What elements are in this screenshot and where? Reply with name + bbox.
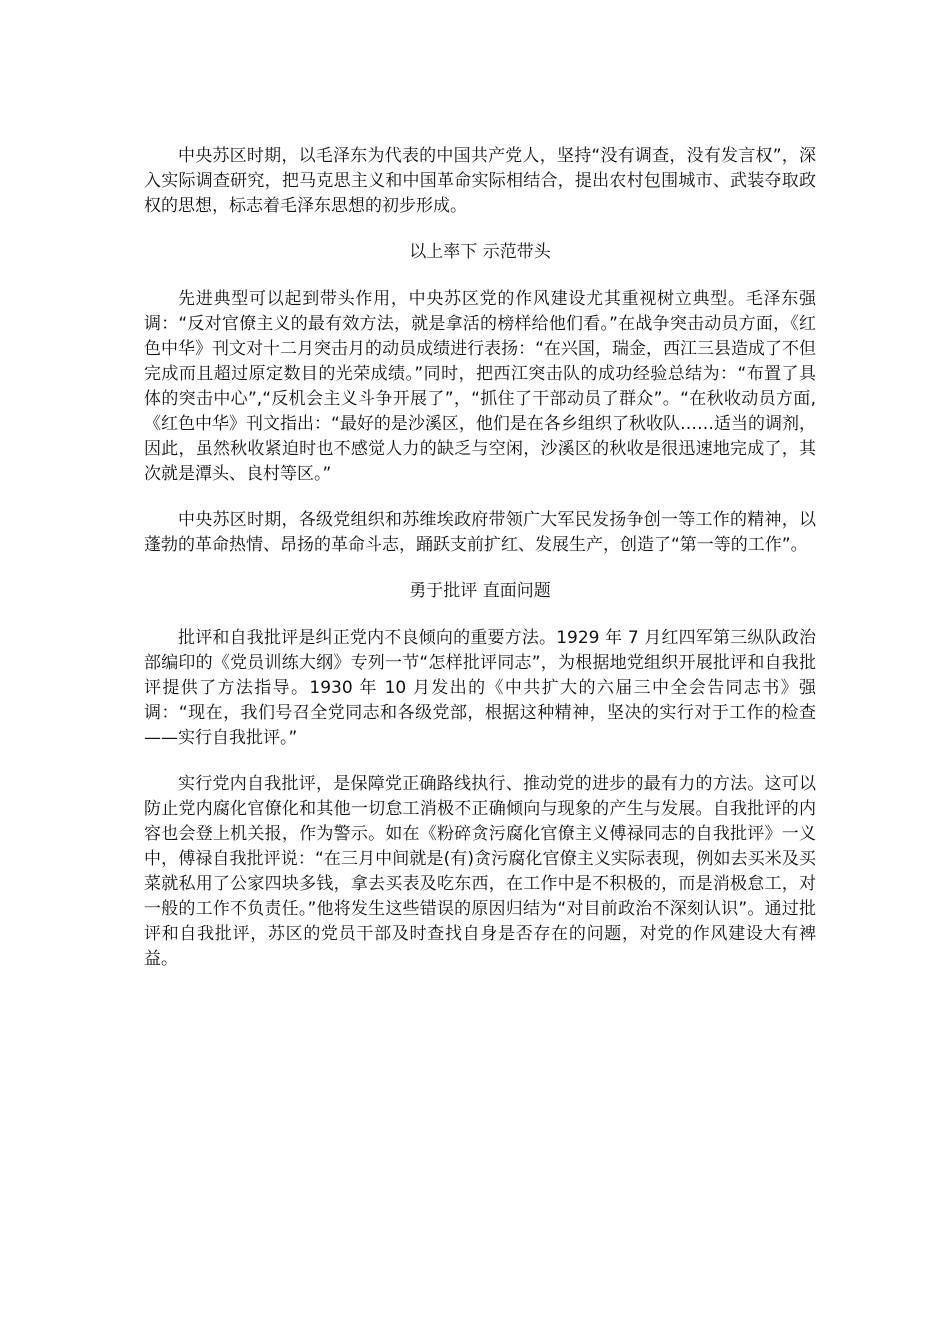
spacer	[144, 219, 816, 240]
spacer	[144, 265, 816, 287]
paragraph-criticism-methods: 批评和自我批评是纠正党内不良倾向的重要方法。1929 年 7 月红四军第三纵队政治部编印的《党员训练大纲》专列一节“怎样批评同志”，为根据地党组织开展批评和自我批评提供了方法指导。1930 年 10 月发出的《中共扩大的六届三中全会告同志书》强调：“现在，我们号召全党同志和各级党部，根据这种精神，坚决的实行对于工作的检查——实行自我批评。”	[144, 628, 816, 748]
paragraph-first-class-work: 中央苏区时期，各级党组织和苏维埃政府带领广大军民发扬争创一等工作的精神，以蓬勃的革命热情、昂扬的革命斗志，踊跃支前扩红、发展生产，创造了“第一等的工作”。	[144, 510, 816, 555]
spacer	[144, 558, 816, 579]
document-page	[144, 144, 816, 972]
section-heading-lead-by-example: 以上率下 示范带头	[409, 242, 551, 262]
spacer	[144, 604, 816, 626]
spacer	[144, 487, 816, 508]
spacer	[144, 751, 816, 772]
paragraph-investigation: 中央苏区时期，以毛泽东为代表的中国共产党人，坚持“没有调查，没有发言权”，深入实际调查研究，把马克思主义和中国革命实际相结合，提出农村包围城市、武装夺取政权的思想，标志着毛泽东思想的初步形成。	[144, 146, 816, 216]
paragraph-self-criticism: 实行党内自我批评，是保障党正确路线执行、推动党的进步的最有力的方法。这可以防止党内腐化官僚化和其他一切怠工消极不正确倾向与现象的产生与发展。自我批评的内容也会登上机关报，作为警示。如在《粉碎贪污腐化官僚主义傅禄同志的自我批评》一义中，傅禄自我批评说：“在三月中间就是(有)贪污腐化官僚主义实际表现，例如去买米及买菜就私用了公家四块多钱，拿去买表及吃东西，在工作中是不积极的，而是消极怠工，对一般的工作不负责任。”他将发生这些错误的原因归结为“对目前政治不深刻认识”。通过批评和自我批评，苏区的党员干部及时查找自身是否存在的问题，对党的作风建设大有裨益。	[144, 774, 816, 969]
paragraph-models: 先进典型可以起到带头作用，中央苏区党的作风建设尤其重视树立典型。毛泽东强调：“反对官僚主义的最有效方法，就是拿活的榜样给他们看。”在战争突击动员方面，《红色中华》刊文对十二月突击月的动员成绩进行表扬：“在兴国，瑞金，西江三县造成了不但完成而且超过原定数目的光荣成绩。”同时，把西江突击队的成功经验总结为：“布置了具体的突击中心”,“反机会主义斗争开展了”，“抓住了干部动员了群众”。“在秋收动员方面,《红色中华》刊文指出：“最好的是沙溪区，他们是在各乡组织了秋收队……适当的调剂，因此，虽然秋收紧迫时也不感觉人力的缺乏与空闲，沙溪区的秋收是很迅速地完成了，其次就是潭头、良村等区。”	[144, 289, 816, 484]
section-heading-criticism: 勇于批评 直面问题	[409, 581, 551, 601]
